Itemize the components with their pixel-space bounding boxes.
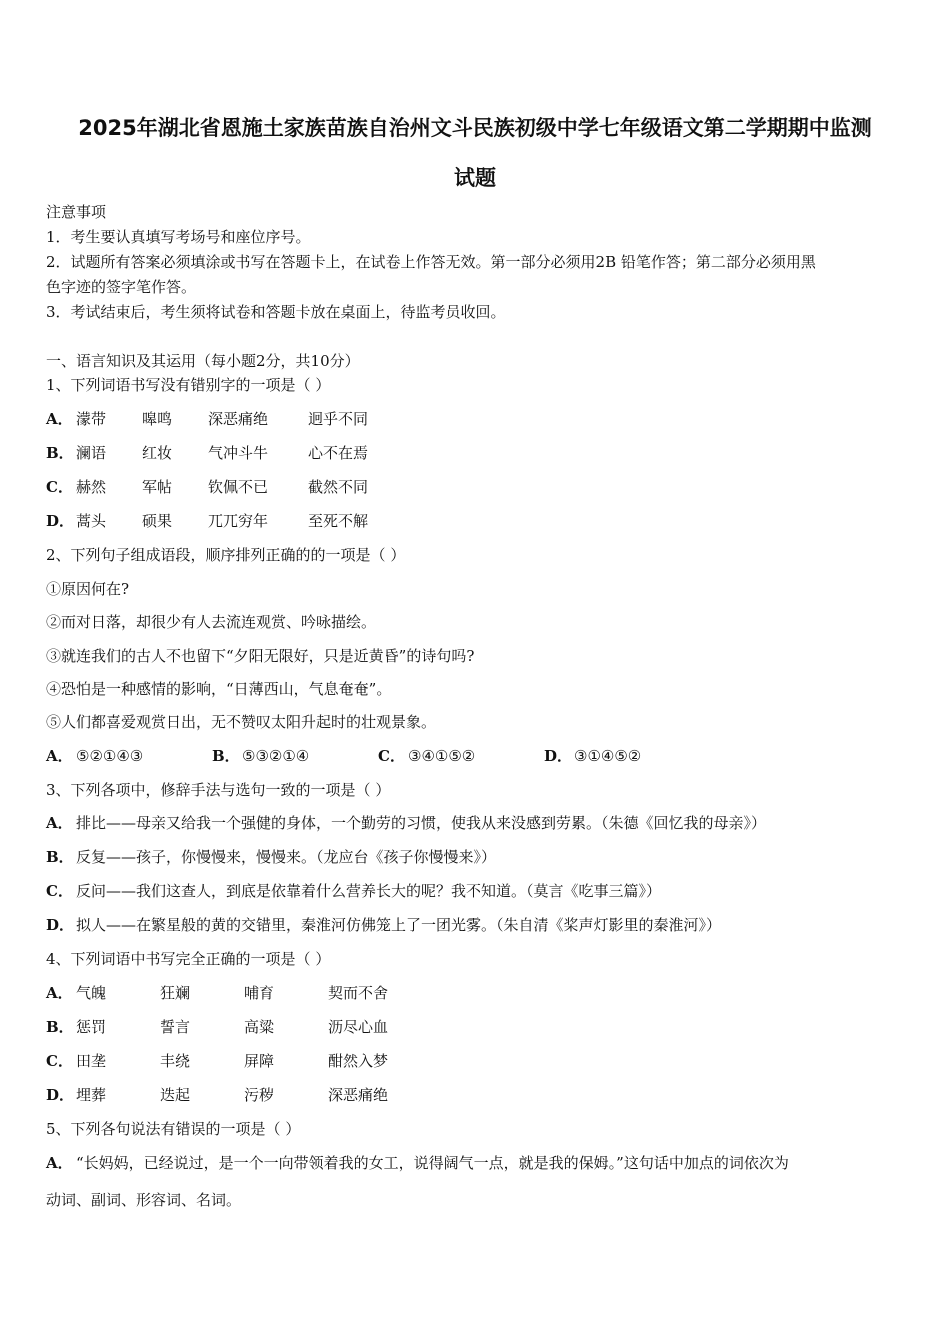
q3-option-c [46, 881, 661, 901]
option-label: D． [46, 1086, 75, 1104]
q2-choices [46, 746, 641, 766]
option-text: 拟人——在繁星般的黄的交错里，秦淮河仿佛笼上了一团光雾。（朱自清《桨声灯影里的秦淮河》） [76, 916, 722, 934]
q3-option-d [46, 915, 721, 935]
notice-item-2: 2．试题所有答案必须填涂或书写在答题卡上，在试卷上作答无效。第一部分必须用2B 铅笔作答；第二部分必须用黑 [46, 253, 816, 271]
q1-option-d [46, 511, 368, 531]
word: 澜语 [76, 444, 107, 462]
q4-option-b [46, 1017, 388, 1037]
word: 誓言 [160, 1018, 191, 1036]
option-label: D． [46, 512, 75, 530]
word: 契而不舍 [328, 984, 389, 1002]
choice-text: ⑤②①④③ [76, 747, 144, 765]
word: 兀兀穷年 [208, 512, 269, 530]
page-title-line2: 试题 [454, 166, 496, 190]
word: 沥尽心血 [328, 1018, 389, 1036]
notice-heading: 注意事项 [46, 203, 107, 221]
q3-stem: 3、下列各项中，修辞手法与选句一致的一项是（ ） [46, 781, 391, 799]
word: 气魄 [76, 984, 107, 1002]
word: 深恶痛绝 [208, 410, 269, 428]
word: 钦佩不已 [208, 478, 269, 496]
word: 高粱 [244, 1018, 275, 1036]
q4-option-a [46, 983, 388, 1003]
notice-item-3: 3．考试结束后，考生须将试卷和答题卡放在桌面上，待监考员收回。 [46, 303, 506, 321]
q5-option-a-line2: 动词、副词、形容词、名词。 [46, 1191, 242, 1209]
option-label: D． [46, 916, 75, 934]
choice-text: ③①④⑤② [574, 747, 642, 765]
word: 至死不解 [308, 512, 369, 530]
word: 赫然 [76, 478, 107, 496]
word: 迥乎不同 [308, 410, 369, 428]
q1-option-a [46, 409, 368, 429]
word: 硕果 [142, 512, 173, 530]
word: 屏障 [244, 1052, 275, 1070]
word: 污秽 [244, 1086, 275, 1104]
notice-item-1: 1．考生要认真填写考场号和座位序号。 [46, 228, 311, 246]
word: 哺育 [244, 984, 275, 1002]
word: 深恶痛绝 [328, 1086, 389, 1104]
q5-stem: 5、下列各句说法有错误的一项是（ ） [46, 1120, 301, 1138]
q4-stem: 4、下列词语中书写完全正确的一项是（ ） [46, 950, 331, 968]
word: 埋葬 [76, 1086, 107, 1104]
section-heading: 一、语言知识及其运用（每小题2分，共10分） [46, 352, 360, 370]
q2-choice-b [212, 746, 378, 766]
option-label: B． [212, 747, 240, 765]
word: 狂斓 [160, 984, 191, 1002]
q2-choice-d [544, 746, 641, 766]
word: 丰绕 [160, 1052, 191, 1070]
q2-sentence-1: ①原因何在? [46, 580, 130, 598]
q2-stem: 2、下列句子组成语段，顺序排列正确的的一项是（ ） [46, 546, 406, 564]
option-label: A． [46, 814, 73, 832]
word: 田垄 [76, 1052, 107, 1070]
word: 心不在焉 [308, 444, 369, 462]
option-label: A． [46, 1154, 73, 1172]
q4-option-d [46, 1085, 388, 1105]
option-label: C． [46, 882, 73, 900]
option-text: 反问——我们这查人，到底是依靠着什么营养长大的呢？我不知道。（莫言《吃事三篇》） [76, 882, 662, 900]
q2-choice-a [46, 746, 212, 766]
choice-text: ⑤③②①④ [242, 747, 310, 765]
word: 红妆 [142, 444, 173, 462]
word: 嗥鸣 [142, 410, 173, 428]
page-title-line1: 2025年湖北省恩施土家族苗族自治州文斗民族初级中学七年级语文第二学期期中监测 [78, 116, 872, 140]
word: 军帖 [142, 478, 173, 496]
option-label: A． [46, 747, 73, 765]
option-label: A． [46, 410, 73, 428]
option-label: B． [46, 444, 74, 462]
q2-sentence-5: ⑤人们都喜爱观赏日出，无不赞叹太阳升起时的壮观景象。 [46, 713, 437, 731]
option-label: A． [46, 984, 73, 1002]
option-label: C． [46, 1052, 73, 1070]
choice-text: ③④①⑤② [408, 747, 476, 765]
q3-option-b [46, 847, 496, 867]
option-text: 反复——孩子，你慢慢来，慢慢来。（龙应台《孩子你慢慢来》） [76, 848, 497, 866]
q2-sentence-2: ②而对日落，却很少有人去流连观赏、吟咏描绘。 [46, 613, 377, 631]
notice-item-2-cont: 色字迹的签字笔作答。 [46, 278, 197, 296]
q1-option-c [46, 477, 368, 497]
q5-option-a-line1: A． “长妈妈，已经说过，是一个一向带领着我的女工，说得阔气一点，就是我的保姆。”这句话中加点的词依次为 [46, 1154, 789, 1172]
word: 惩罚 [76, 1018, 107, 1036]
word: 濛带 [76, 410, 107, 428]
option-label: B． [46, 1018, 74, 1036]
word: 迭起 [160, 1086, 191, 1104]
word: 蒿头 [76, 512, 107, 530]
q2-choice-c [378, 746, 544, 766]
option-label: D． [544, 747, 573, 765]
word: 酣然入梦 [328, 1052, 389, 1070]
option-text: 排比——母亲又给我一个强健的身体，一个勤劳的习惯，使我从来没感到劳累。（朱德《回忆我的母亲》） [76, 814, 767, 832]
q2-sentence-3: ③就连我们的古人不也留下“夕阳无限好，只是近黄昏”的诗句吗? [46, 647, 475, 665]
word: 气冲斗牛 [208, 444, 269, 462]
q2-sentence-4: ④恐怕是一种感情的影响，“日薄西山，气息奄奄”。 [46, 680, 392, 698]
q3-option-a [46, 813, 766, 833]
option-label: C． [46, 478, 73, 496]
q1-option-b [46, 443, 368, 463]
q1-stem: 1、下列词语书写没有错别字的一项是（ ） [46, 376, 331, 394]
word: 截然不同 [308, 478, 369, 496]
q4-option-c [46, 1051, 388, 1071]
option-label: B． [46, 848, 74, 866]
option-label: C． [378, 747, 405, 765]
